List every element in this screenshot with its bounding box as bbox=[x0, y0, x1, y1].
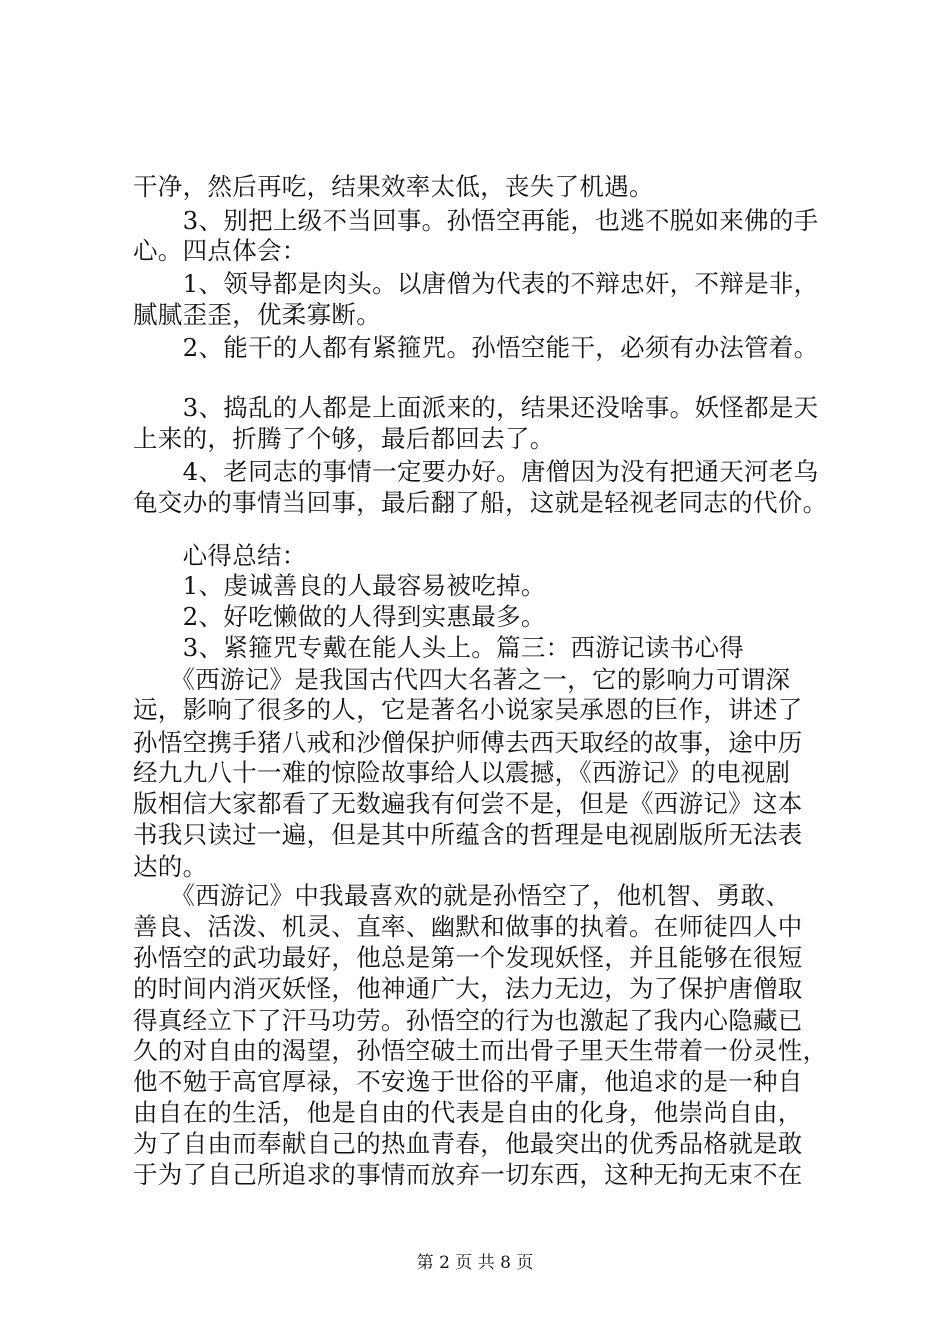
text-line: 久的对自由的渴望，孙悟空破土而出骨子里天生带着一份灵性， bbox=[133, 1036, 828, 1065]
text-line: 干净，然后再吃，结果效率太低，丧失了机遇。 bbox=[133, 172, 654, 201]
text-line: 1、领导都是肉头。以唐僧为代表的不辩忠奸，不辩是非， bbox=[133, 269, 819, 298]
text-line: 1、虔诚善良的人最容易被吃掉。 bbox=[133, 571, 546, 600]
text-line: 腻腻歪歪，优柔寡断。 bbox=[133, 300, 381, 329]
text-line: 书我只读过一遍，但是其中所蕴含的哲理是电视剧版所无法表 bbox=[133, 820, 803, 849]
text-line: 《西游记》是我国古代四大名著之一，它的影响力可谓深 bbox=[133, 665, 791, 694]
text-line: 版相信大家都看了无数遍我有何尝不是，但是《西游记》这本 bbox=[133, 789, 803, 818]
text-line: 《西游记》中我最喜欢的就是孙悟空了，他机智、勇敢、 bbox=[133, 881, 791, 910]
text-line: 达的。 bbox=[133, 852, 208, 881]
text-line: 孙悟空的武功最好，他总是第一个发现妖怪，并且能够在很短 bbox=[133, 943, 803, 972]
text-line: 经九九八十一难的惊险故事给人以震撼，《西游记》的电视剧 bbox=[133, 758, 791, 787]
text-line: 的时间内消灭妖怪，他神通广大，法力无边，为了保护唐僧取 bbox=[133, 974, 803, 1003]
text-line: 3、别把上级不当回事。孙悟空再能，也逃不脱如来佛的手 bbox=[133, 206, 819, 235]
text-line: 善良、活泼、机灵、直率、幽默和做事的执着。在师徒四人中 bbox=[133, 912, 803, 941]
text-line: 心。四点体会： bbox=[133, 236, 307, 265]
text-line: 2、能干的人都有紧箍咒。孙悟空能干，必须有办法管着。 bbox=[133, 333, 819, 362]
text-line: 于为了自己所追求的事情而放弃一切东西，这种无拘无束不在 bbox=[133, 1160, 803, 1189]
text-line: 远，影响了很多的人，它是著名小说家吴承恩的巨作，讲述了 bbox=[133, 695, 803, 724]
text-line: 孙悟空携手猪八戒和沙僧保护师傅去西天取经的故事，途中历 bbox=[133, 728, 803, 757]
text-line: 3、紧箍咒专戴在能人头上。篇三：西游记读书心得 bbox=[133, 633, 745, 662]
text-line: 为了自由而奉献自己的热血青春，他最突出的优秀品格就是敢 bbox=[133, 1129, 803, 1158]
text-line: 2、好吃懒做的人得到实惠最多。 bbox=[133, 602, 546, 631]
text-line: 4、老同志的事情一定要办好。唐僧因为没有把通天河老乌 bbox=[133, 457, 819, 486]
text-line: 得真经立下了汗马功劳。孙悟空的行为也激起了我内心隐藏已 bbox=[133, 1006, 803, 1035]
section-heading: 心得总结： bbox=[133, 541, 307, 570]
page-footer: 第 2 页 共 8 页 bbox=[416, 1253, 534, 1273]
text-line: 他不勉于高官厚禄，不安逸于世俗的平庸，他追求的是一种自 bbox=[133, 1067, 803, 1096]
text-line: 上来的，折腾了个够，最后都回去了。 bbox=[133, 424, 555, 453]
text-line: 龟交办的事情当回事，最后翻了船，这就是轻视老同志的代价。 bbox=[133, 488, 828, 517]
text-line: 由自在的生活，他是自由的代表是自由的化身，他崇尚自由， bbox=[133, 1098, 803, 1127]
text-line: 3、捣乱的人都是上面派来的，结果还没啥事。妖怪都是天 bbox=[133, 393, 819, 422]
